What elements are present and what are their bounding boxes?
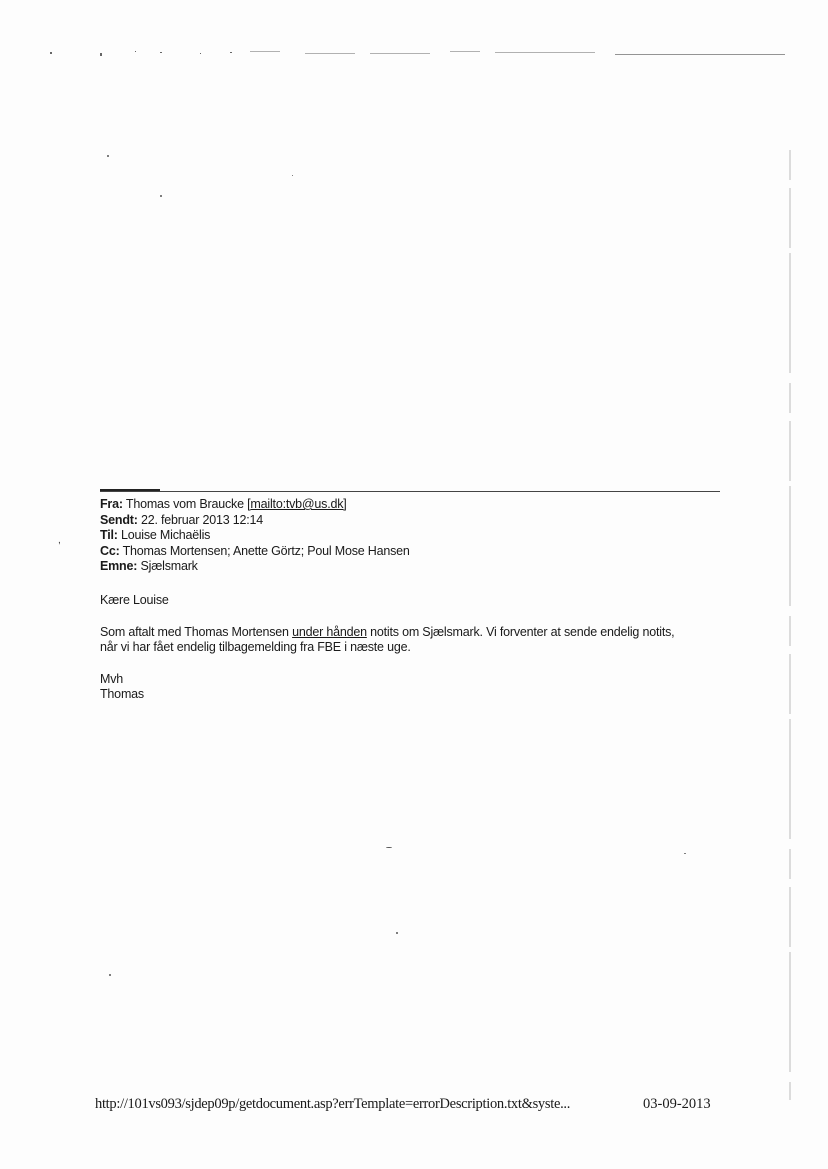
scan-noise-right (788, 150, 792, 1100)
from-name: Thomas vom Braucke (125, 497, 244, 511)
email-header (100, 497, 740, 575)
from-label: Fra: (100, 497, 123, 511)
body-paragraph (100, 625, 740, 656)
signature: Thomas (100, 687, 144, 701)
from-line (100, 497, 740, 513)
cc-label: Cc: (100, 543, 120, 558)
scan-speck (160, 195, 162, 197)
subject-line (100, 559, 740, 575)
header-separator (100, 491, 720, 492)
to-label: Til: (100, 528, 118, 542)
to-line (100, 528, 740, 544)
closing: Mvh (100, 671, 124, 686)
email-body (100, 593, 740, 703)
subject-label: Emne: (100, 559, 138, 573)
scan-noise-top (40, 43, 785, 49)
from-mailto-link[interactable]: [mailto:tvb@us.dk] (247, 497, 347, 511)
margin-mark: , (58, 535, 61, 546)
body-underlined-phrase: under hånden (292, 624, 367, 639)
footer-date: 03-09-2013 (643, 1096, 711, 1112)
body-text-line1-end: notits om Sjælsmark. Vi forventer at sende endelig notits, (366, 624, 675, 639)
greeting: Kære Louise (100, 593, 169, 607)
scan-speck (109, 974, 111, 976)
scan-speck (684, 853, 686, 854)
sent-line (100, 513, 740, 529)
body-text-line2: når vi har fået endelig tilbagemelding fra FBE i næste uge. (100, 640, 411, 654)
subject-value: Sjælsmark (140, 559, 198, 573)
scan-speck (396, 932, 398, 934)
scan-speck (107, 155, 109, 157)
footer-url: http://101vs093/sjdep09p/getdocument.asp?errTemplate=errorDescription.txt&syste... (95, 1096, 571, 1112)
sent-value: 22. februar 2013 12:14 (140, 512, 264, 527)
body-text-start: Som aftalt med Thomas Mortensen (100, 624, 293, 639)
cc-line (100, 544, 740, 560)
sent-label: Sendt: (100, 512, 138, 527)
to-value: Louise Michaëlis (121, 528, 211, 542)
scan-speck (386, 847, 392, 848)
scan-speck (292, 175, 293, 176)
cc-value: Thomas Mortensen; Anette Görtz; Poul Mose Hansen (122, 543, 410, 558)
